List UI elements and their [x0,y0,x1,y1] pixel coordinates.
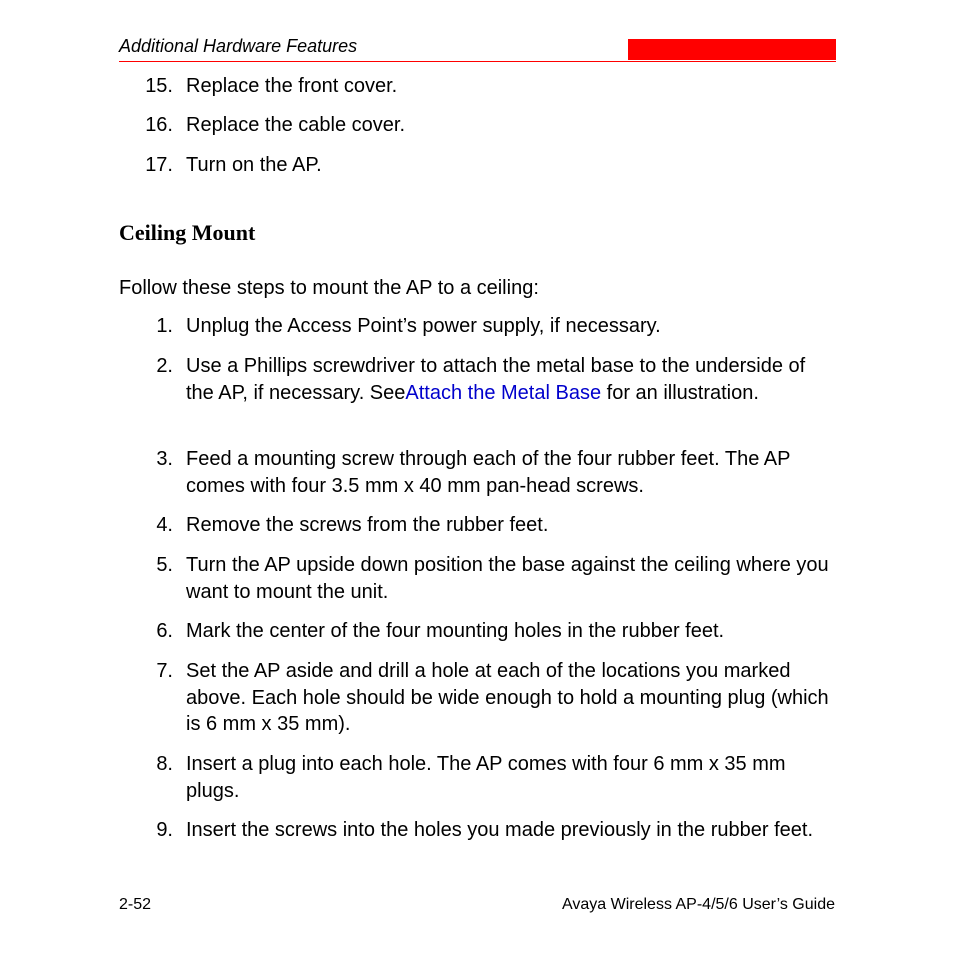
step-text: Replace the cable cover. [186,114,406,136]
step-text [186,353,836,406]
step-number: 5. [156,554,173,576]
header-rule [119,61,836,62]
step-text: Turn the AP upside down position the base against the ceiling where you want to mount the unit. [186,554,829,603]
step-text: Unplug the Access Point’s power supply, if necessary. [186,315,661,337]
section-intro: Follow these steps to mount the AP to a ceiling: [119,277,539,299]
page-number: 2-52 [119,896,152,913]
header-accent-bar [628,39,836,60]
step-text-before: Use a Phillips screwdriver to attach the metal base to the underside of the AP, if necessary. See [186,355,806,404]
step-number: 8. [156,753,173,775]
step-text: Feed a mounting screw through each of the four rubber feet. The AP comes with four 3.5 mm x 40 mm pan-head screws. [186,448,791,497]
step-text-after: for an illustration. [601,381,759,404]
step-number: 9. [156,819,173,841]
step-number: 2. [156,355,173,377]
header-title: Additional Hardware Features [119,36,358,56]
step-text: Set the AP aside and drill a hole at each of the locations you marked above. Each hole should be wide enough to hold a mounting plug (which is 6 mm x 35 mm). [186,660,829,735]
step-text: Replace the front cover. [186,75,398,97]
step-text: Turn on the AP. [186,154,322,176]
step-number: 3. [156,448,173,470]
step-number: 16. [145,114,173,136]
step-number: 15. [145,75,173,97]
step-number: 7. [156,660,173,682]
step-number: 1. [156,315,173,337]
step-number: 6. [156,620,173,642]
step-text: Insert the screws into the holes you made previously in the rubber feet. [186,819,814,841]
section-heading: Ceiling Mount [119,220,256,245]
step-number: 17. [145,154,173,176]
step-text: Remove the screws from the rubber feet. [186,514,549,536]
step-text: Mark the center of the four mounting holes in the rubber feet. [186,620,725,642]
guide-title: Avaya Wireless AP-4/5/6 User’s Guide [561,896,835,913]
attach-metal-base-link[interactable]: Attach the Metal Base [405,381,602,404]
step-text: Insert a plug into each hole. The AP comes with four 6 mm x 35 mm plugs. [186,753,786,802]
step-number: 4. [156,514,173,536]
